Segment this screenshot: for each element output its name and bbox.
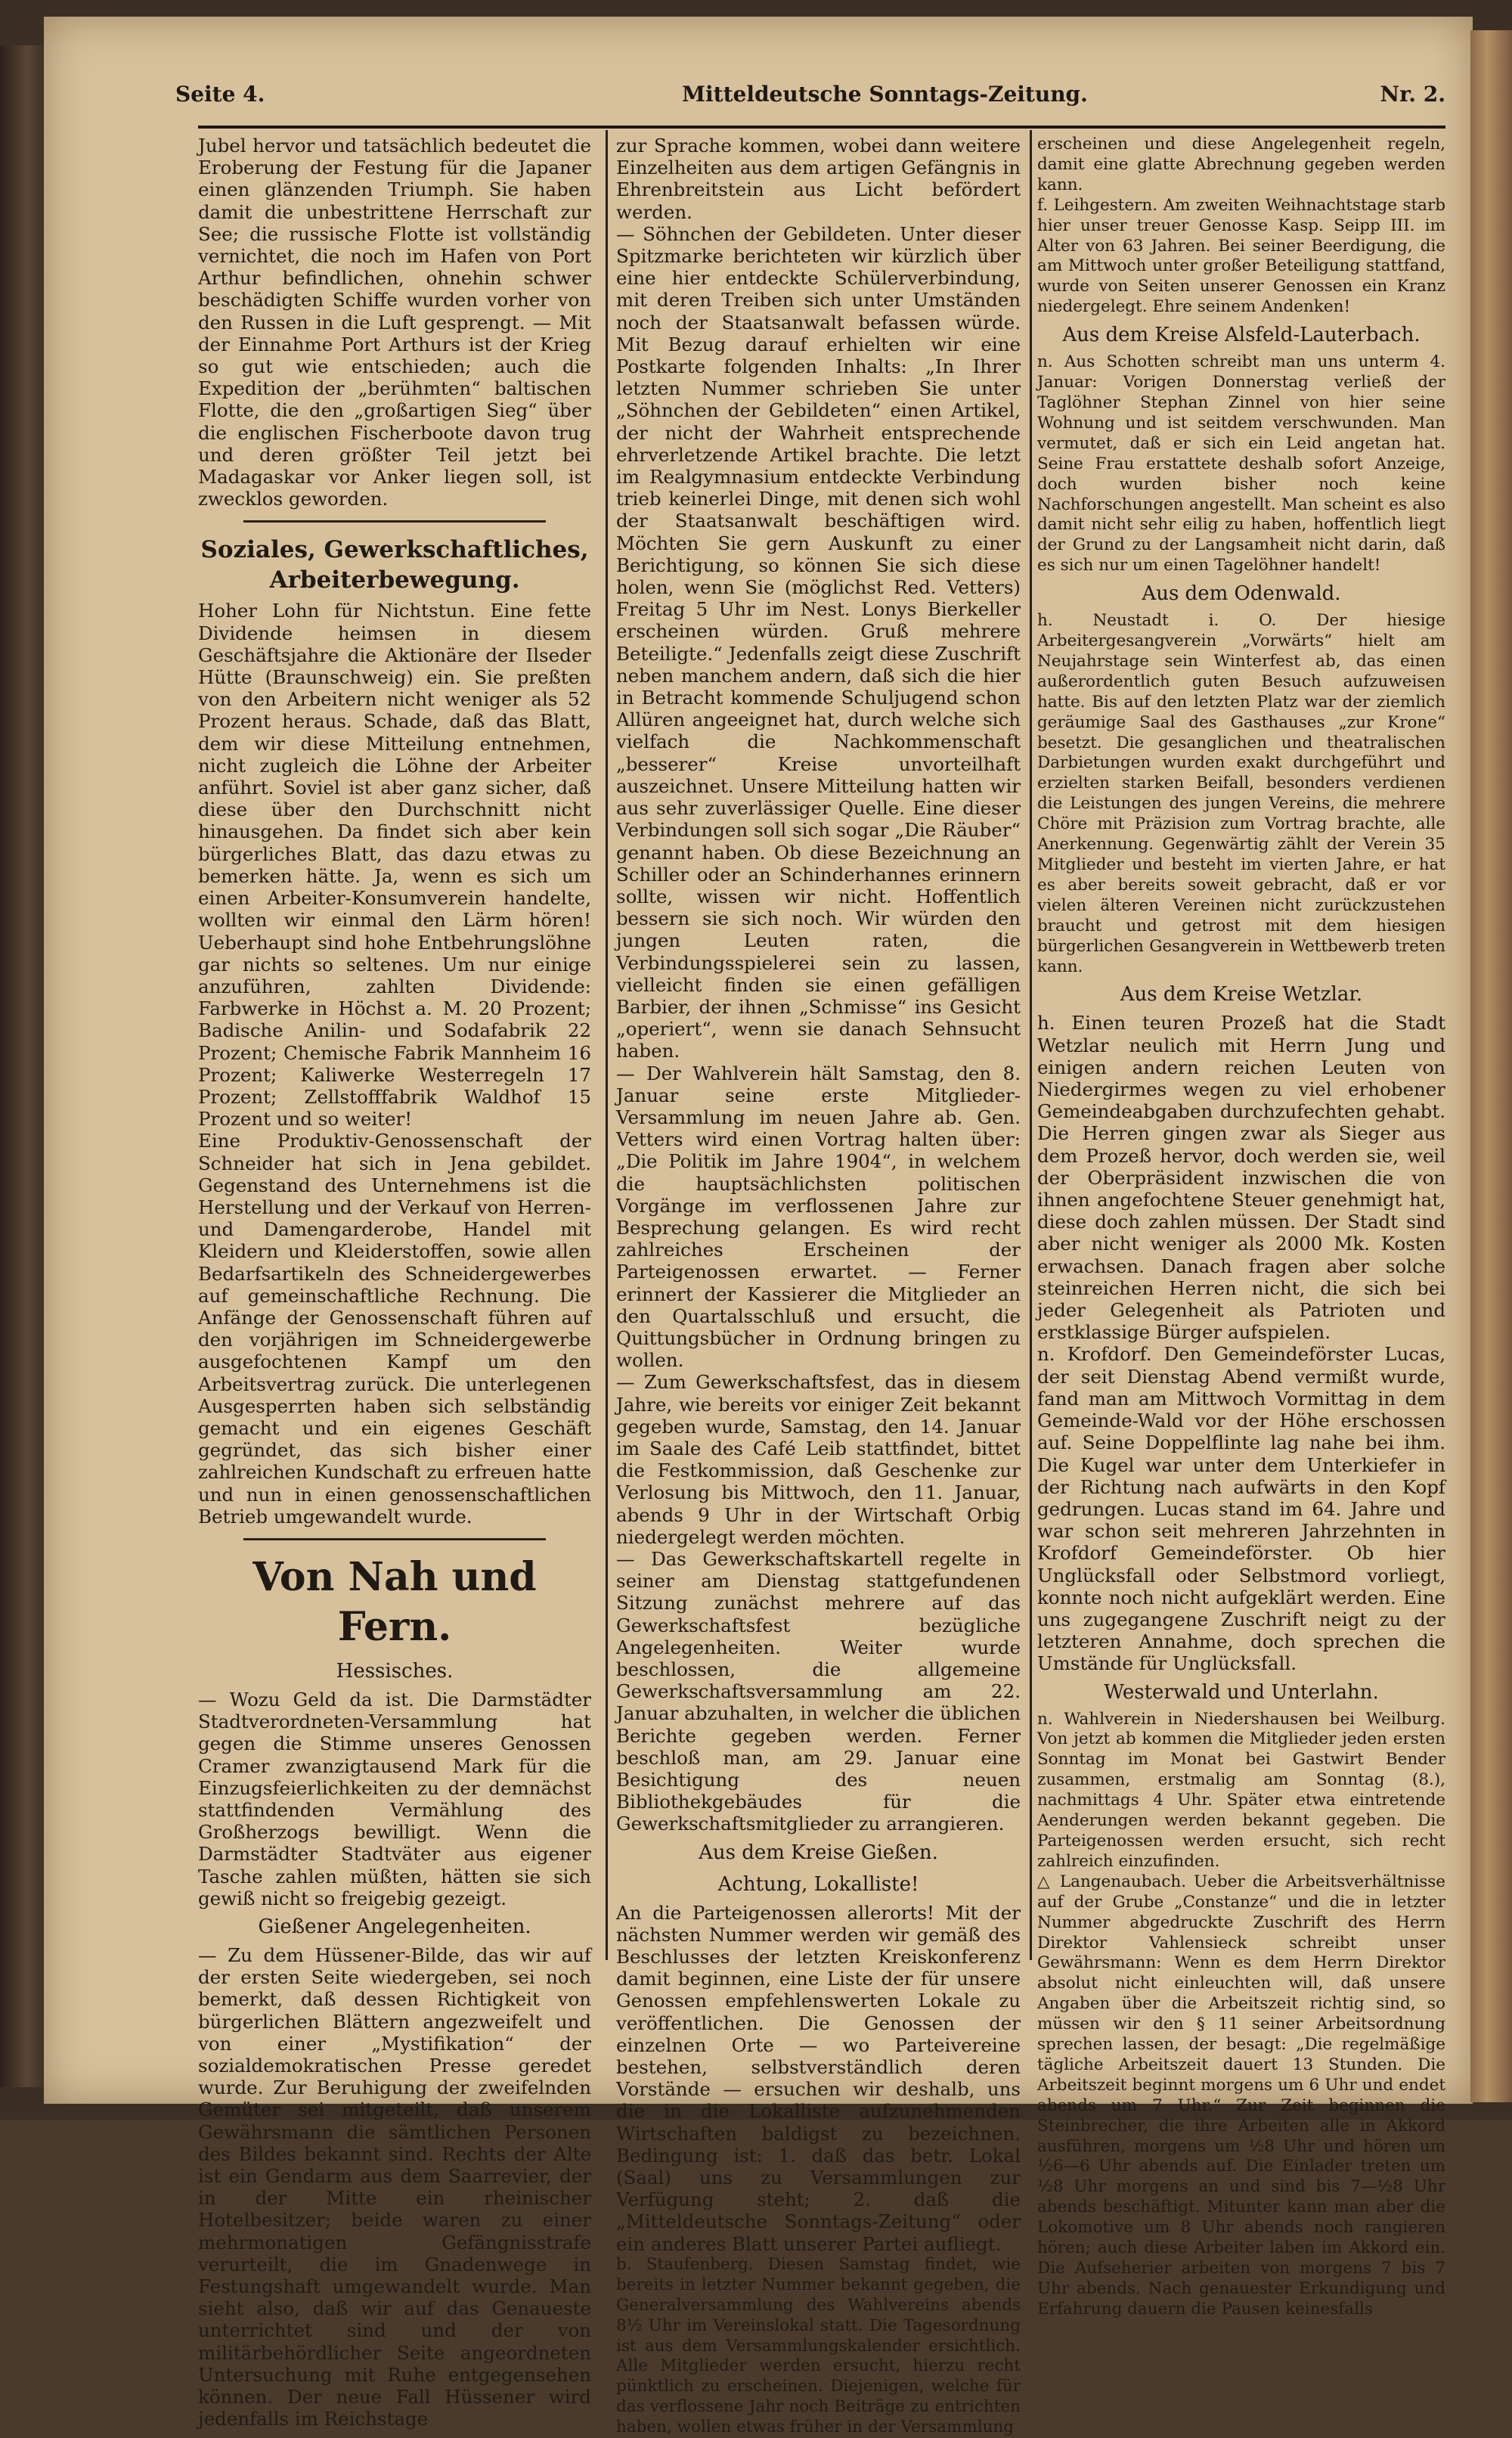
section-rule (243, 520, 546, 523)
news-item: n. Wahlverein in Niedershausen bei Weilburg. Von jetzt ab kommen die Mitglieder jeden ersten Sonntag im Monat bei Gastwirt Bender zusammen, erstmalig am Sonntag (8.), nachmittags 4 Uhr. Später etwa eintretende Aenderungen werden bekannt gegeben. Die Parteigenossen werden ersucht, sich recht zahlreich einzufinden. (1037, 1709, 1445, 1871)
subheading: Aus dem Kreise Wetzlar. (1120, 983, 1363, 1007)
section-title: Von Nah und Fern. (253, 1553, 537, 1650)
article-column-2 (616, 135, 1021, 2437)
subheading: Hessisches. (336, 1659, 454, 1683)
article-paragraph: An die Parteigenossen allerorts! Mit der nächsten Nummer werden wir gemäß des Beschlusses der letzten Kreiskonferenz damit beginnen, eine Liste der für unsere Genossen empfehlenswerten Lokale zu veröffentlichen. Die Genossen der einzelnen Orte — wo Parteivereine bestehen, selbstverständlich deren Vorstände — ersuchen wir deshalb, uns die in die Lokalliste aufzunehmenden Wirtschaften baldigst zu bezeichnen. Bedingung ist: 1. daß das betr. Lokal (Saal) uns zu Versammlungen zur Verfügung steht; 2. daß die „Mitteldeutsche Sonntags-Zeitung“ oder ein anderes Blatt unserer Partei aufliegt. (616, 1901, 1021, 2255)
adjacent-page-edge (1470, 30, 1512, 2102)
page-number: Seite 4. (175, 82, 265, 107)
article-paragraph: Hoher Lohn für Nichtstun. Eine fette Dividende heimsen in diesem Geschäftsjahre die Aktionäre der Ilseder Hütte (Braunschweig) ein. Sie preßten von den Arbeitern nicht weniger als 52 Prozent heraus. Schade, daß das Blatt, dem wir diese Mitteilung entnehmen, nicht zugleich die Löhne der Arbeiter anführt. Soviel ist aber ganz sicher, daß diese über den Durchschnitt nicht hinausgehen. Da findet sich aber kein bürgerliches Blatt, das dazu etwas zu bemerken hätte. Ja, wenn es sich um einen Arbeiter-Konsumverein handelte, wollten wir einmal den Lärm hören! Ueberhaupt sind hohe Entbehrungslöhne gar nichts so seltenes. Um nur einige anzuführen, zahlten Dividende: Farbwerke in Höchst a. M. 20 Prozent; Badische Anilin- und Sodafabrik 22 Prozent; Chemische Fabrik Mannheim 16 Prozent; Kaliwerke Westerregeln 17 Prozent; Zellstofffabrik Waldhof 15 Prozent und so weiter! (198, 600, 591, 1131)
page-header (175, 82, 1445, 112)
article-paragraph: Eine Produktiv-Genossenschaft der Schneider hat sich in Jena gebildet. Gegenstand des Unternehmens ist die Herstellung und der Verkauf von Herren- und Damengarderobe, Handel mit Kleidern und Kleiderstoffen, sowie allen Bedarfsartikeln des Schneidergewerbes auf gemeinschaftliche Rechnung. Die Anfänge der Genossenschaft führen auf den vorjährigen im Schneidergewerbe ausgefochtenen Kampf um den Arbeitsvertrag zurück. Die unterlegenen Ausgesperrten haben sich selbständig gemacht und ein eigenes Geschäft gegründet, das sich bisher einer zahlreichen Kundschaft zu erfreuen hatte und nun in einen genossenschaftlichen Betrieb umgewandelt wurde. (198, 1130, 591, 1528)
article-paragraph: — Das Gewerkschaftskartell regelte in seiner am Dienstag stattgefundenen Sitzung zunächst mehrere auf das Gewerkschaftsfest bezügliche Angelegenheiten. Weiter wurde beschlossen, die allgemeine Gewerkschaftsversammlung am 22. Januar abzuhalten, in welcher die üblichen Berichte gegeben werden. Ferner beschloß man, am 29. Januar eine Besichtigung des neuen Bibliothekgebäudes für die Gewerkschaftsmitglieder zu arrangieren. (616, 1548, 1021, 1835)
news-item: b. Staufenberg. Diesen Samstag findet, wie bereits in letzter Nummer bekannt gegeben, die Generalversammlung des Wahlvereins abends 8½ Uhr im Vereinslokal statt. Die Tagesordnung ist aus dem Versammlungskalender ersichtlich. Alle Mitglieder werden ersucht, hierzu recht pünktlich zu erscheinen. Diejenigen, welche für das verflossene Jahr noch Beiträge zu entrichten haben, wollen etwas früher in der Versammlung (616, 2254, 1021, 2437)
subheading: Aus dem Kreise Alsfeld-Lauterbach. (1062, 324, 1421, 347)
article-paragraph: — Söhnchen der Gebildeten. Unter dieser Spitzmarke berichteten wir kürzlich über eine hier entdeckte Schülerverbindung, mit deren Treiben sich unter Umständen noch der Staatsanwalt befassen würde. Mit Bezug darauf erhielten wir eine Postkarte folgenden Inhalts: „In Ihrer letzten Nummer schrieben Sie unter „Söhnchen der Gebildeten“ einen Artikel, der nicht der Wahrheit entsprechende ehrverletzende Artikel brachte. Die letzt im Realgymnasium entdeckte Verbindung trieb keinerlei Dinge, mit denen sich wohl der Staatsanwalt beschäftigen wird. Möchten Sie gern Auskunft zu einer Berichtigung, so können Sie sich diese holen, wenn Sie (möglichst Red. Vetters) Freitag 5 Uhr im Nest. Lonys Bierkeller erscheinen würden. Gruß mehrere Beteiligte.“ Jedenfalls zeigt diese Zuschrift neben manchem andern, daß sich die hier in Betracht kommende Schuljugend schon Allüren angeeignet hat, durch welche sich vielfach die Nachkommenschaft „besserer“ Kreise unvorteilhaft auszeichnet. Unsere Mitteilung hatten wir aus sehr zuverlässiger Quelle. Eine dieser Verbindungen soll sich sogar „Die Räuber“ genannt haben. Ob diese Bezeichnung an Schiller oder an Schinderhannes erinnern sollte, wissen wir nicht. Hoffentlich bessern sie sich noch. Wir würden den jungen Leuten raten, die Verbindungsspielerei sein zu lassen, vielleicht finden sie einen gefälligen Barbier, der ihnen „Schmisse“ ins Gesicht „operiert“, wenn sie danach Sehnsucht haben. (616, 222, 1021, 1062)
article-paragraph: zur Sprache kommen, wobei dann weitere Einzelheiten aus dem artigen Gefängnis in Ehrenbreitstein aus Licht befördert werden. (616, 135, 1021, 223)
news-item: △ Langenaubach. Ueber die Arbeitsverhältnisse auf der Grube „Constanze“ und die in letzter Nummer abgedruckte Zuschrift des Herrn Direktor Vahlensieck schreibt unser Gewährsmann: Wenn es dem Herrn Direktor absolut nicht einleuchten will, daß unsere Angaben über die Arbeitszeit richtig sind, so müssen wir den § 11 seiner Arbeitsordnung sprechen lassen, der besagt: „Die regelmäßige tägliche Arbeitszeit dauert 13 Stunden. Die Arbeitszeit beginnt morgens um 6 Uhr und endet abends um 7 Uhr.“ Zur Zeit beginnen die Steinbrecher, die ihre Arbeiten alle in Akkord ausführen, morgens um ½8 Uhr und hören um ½6—6 Uhr abends auf. Die Einlader treten um ½8 Uhr morgens an und sind bis 7—½8 Uhr abends beschäftigt. Mitunter kann man aber die Lokomotive um 8 Uhr abends noch rangieren hören; auch diese Arbeiter laben im Akkord ein. Die Aufseherier arbeiten von morgens 7 bis 7 Uhr abends. Nach genauester Erkundigung und Erfahrung dauern die Pausen keinesfalls (1037, 1872, 1445, 2319)
issue-number: Nr. 2. (1380, 82, 1445, 107)
subheading: Westerwald und Unterlahn. (1104, 1680, 1379, 1704)
subheading: Achtung, Lokalliste! (717, 1872, 919, 1896)
column-divider (606, 130, 608, 1960)
article-paragraph: — Zum Gewerkschaftsfest, das in diesem Jahre, wie bereits vor einiger Zeit bekannt gegeben wurde, Samstag, den 14. Januar im Saale des Café Leib stattfindet, bittet die Festkommission, daß Geschenke zur Verlosung bis Mittwoch, den 11. Januar, abends 9 Uhr in der Wirtschaft Orbig niedergelegt werden möchten. (616, 1371, 1021, 1548)
subheading: Gießener Angelegenheiten. (258, 1915, 531, 1939)
article-column-3 (1037, 135, 1445, 2319)
section-heading: Soziales, Gewerkschaftliches, Arbeiterbewegung. (200, 536, 589, 594)
article-paragraph: — Wozu Geld da ist. Die Darmstädter Stadtverordneten-Versammlung hat gegen die Stimme unseres Genossen Cramer zwanzigtausend Mark für die Einzugsfeierlichkeiten zu der demnächst stattfindenden Vermählung des Großherzogs bewilligt. Wenn die Darmstädter Stadtväter aus eigener Tasche zahlen müßten, hätten sie sich gewiß nicht so freigebig gezeigt. (198, 1688, 591, 1909)
section-rule (243, 1538, 546, 1540)
subheading: Aus dem Kreise Gießen. (699, 1841, 938, 1864)
column-divider (1030, 130, 1032, 1960)
news-item: n. Aus Schotten schreibt man uns unterm 4. Januar: Vorigen Donnerstag verließ der Taglöhner Stephan Zinnel von hier seine Wohnung und ist seitdem verschwunden. Man vermutet, daß er sich ein Leid angetan hat. Seine Frau erstattete deshalb sofort Anzeige, doch wurden bisher noch keine Nachforschungen angestellt. Man scheint es also damit nicht sehr eilig zu haben, hoffentlich liegt der Grund zu der Langsamheit nicht darin, daß es sich nur um einen Tagelöhner handelt! (1037, 352, 1445, 575)
article-paragraph: Jubel hervor und tatsächlich bedeutet die Eroberung der Festung für die Japaner einen glänzenden Triumph. Sie haben damit die unbestrittene Herrschaft zur See; die russische Flotte ist vollständig vernichtet, die noch im Hafen von Port Arthur befindlichen, ohnehin schwer beschädigten Schiffe wurden vorher von den Russen in die Luft gesprengt. — Mit der Einnahme Port Arthurs ist der Krieg so gut wie entschieden; auch die Expedition der „berühmten“ baltischen Flotte, die den „großartigen Sieg“ über die englischen Fischerboote davon trug und deren größter Teil jetzt bei Madagaskar vor Anker liegen soll, ist zwecklos geworden. (198, 135, 591, 510)
news-item: erscheinen und diese Angelegenheit regeln, damit eine glatte Abrechnung gegeben werden kann. (1037, 135, 1445, 194)
masthead: Mitteldeutsche Sonntags-Zeitung. (682, 82, 1088, 107)
news-item: f. Leihgestern. Am zweiten Weihnachtstage starb hier unser treuer Genosse Kasp. Seipp III. im Alter von 63 Jahren. Bei seiner Beerdigung, die am Mittwoch unter großer Beteiligung stattfand, wurde von Seiten unserer Genossen ein Kranz niedergelegt. Ehre seinem Andenken! (1037, 195, 1445, 317)
subheading: Aus dem Odenwald. (1142, 582, 1341, 606)
article-paragraph: h. Einen teuren Prozeß hat die Stadt Wetzlar neulich mit Herrn Jung und einigen andern reichen Leuten von Niedergirmes wegen zu viel erhobener Gemeindeabgaben durchzufechten gehabt. Die Herren gingen zwar als Sieger aus dem Prozeß hervor, doch werden sie, weil der Oberpräsident inzwischen die von ihnen angefochtene Steuer genehmigt hat, diese doch zahlen müssen. Der Stadt sind aber nicht weniger als 2000 Mk. Kosten erwachsen. Danach fragen aber solche steinreichen Herren nicht, die sich bei jeder Gelegenheit als Patrioten und erstklassige Bürger aufspielen. (1037, 1012, 1445, 1344)
news-item: h. Neustadt i. O. Der hiesige Arbeitergesangverein „Vorwärts“ hielt am Neujahrstage sein Winterfest ab, das einen außerordentlich guten Besuch aufzuweisen hatte. Bis auf den letzten Platz war der ziemlich geräumige Saal des Gasthauses „zur Krone“ besetzt. Die gesanglichen und theatralischen Darbietungen wurden exakt durchgeführt und erzielten starken Beifall, besonders verdienen die Leistungen des jungen Vereins, die mehrere Chöre mit Präzision zum Vortrag brachte, alle Anerkennung. Gegenwärtig zählt der Verein 35 Mitglieder und besteht im vierten Jahre, er hat es aber bereits soweit gebracht, daß er vor vielen älteren Vereinen nicht zurückzustehen braucht und getrost mit dem hiesigen bürgerlichen Gesangverein in Wettbewerb treten kann. (1037, 611, 1445, 976)
book-binding (0, 45, 45, 2087)
article-paragraph: — Der Wahlverein hält Samstag, den 8. Januar seine erste Mitglieder-Versammlung im neuen Jahre ab. Gen. Vetters wird einen Vortrag halten über: „Die Politik im Jahre 1904“, in welchem die hauptsächlichsten politischen Vorgänge im verflossenen Jahre zur Besprechung gelangen. Es wird recht zahlreiches Erscheinen der Parteigenossen erwartet. — Ferner erinnert der Kassierer die Mitglieder an den Quartalsschluß und ersucht, die Quittungsbücher in Ordnung bringen zu wollen. (616, 1062, 1021, 1372)
article-paragraph: n. Krofdorf. Den Gemeindeförster Lucas, der seit Dienstag Abend vermißt wurde, fand man am Mittwoch Vormittag in dem Gemeinde-Wald vor der Höhe erschossen auf. Seine Doppelflinte lag nahe bei ihm. Die Kugel war unter dem Unterkiefer in der Richtung nach aufwärts in den Kopf gedrungen. Lucas stand im 64. Jahre und war schon seit mehreren Jahrzehnten in Krofdorf Gemeindeförster. Ob hier Unglücksfall oder Selbstmord vorliegt, konnte noch nicht aufgeklärt werden. Eine uns zugegangene Zuschrift neigt zu der letzteren Annahme, doch sprechen die Umstände für Unglücksfall. (1037, 1343, 1445, 1675)
header-rule (198, 126, 1445, 129)
article-column-1 (198, 135, 591, 2430)
article-paragraph: — Zu dem Hüssener-Bilde, das wir auf der ersten Seite wiedergeben, sei noch bemerkt, daß dessen Richtigkeit von bürgerlichen Blättern angezweifelt und von einer „Mystifikation“ der sozialdemokratischen Presse geredet wurde. Zur Beruhigung der zweifelnden Gemüter sei mitgeteilt, daß unserem Gewährsmann die sämtlichen Personen des Bildes bekannt sind. Rechts der Alte ist ein Gendarm aus dem Saarrevier, der in der Mitte ein rheinischer Hotelbesitzer; beide waren zu einer mehrmonatigen Gefängnisstrafe verurteilt, die im Gnadenwege in Festungshaft umgewandelt wurde. Man sieht also, daß wir auf das Genaueste unterrichtet sind und der von militärbehördlicher Seite angeordneten Untersuchung mit Ruhe entgegensehen können. Der neue Fall Hüssener wird jedenfalls im Reichstage (198, 1944, 591, 2430)
